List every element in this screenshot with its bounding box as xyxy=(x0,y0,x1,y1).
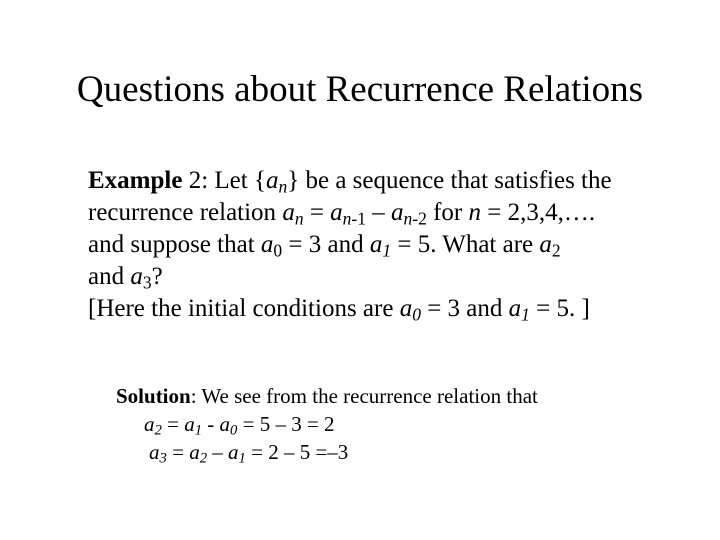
relation-lhs-sub: n xyxy=(294,208,304,229)
a0-var: a xyxy=(260,231,274,258)
relation-lhs-var: a xyxy=(282,199,295,226)
a2-var: a xyxy=(539,231,552,258)
example-line-2-start: recurrence relation xyxy=(88,199,283,226)
relation-minus: – xyxy=(366,199,391,226)
slide-title: Questions about Recurrence Relations xyxy=(76,69,644,110)
example-line-1-rest: } be a sequence that satisfies the xyxy=(287,167,612,194)
example-line-4 xyxy=(88,261,698,293)
eq2-term1-sub: 2 xyxy=(199,450,208,467)
ic0-value: = 3 and xyxy=(420,295,509,322)
solution-equation-a3 xyxy=(116,438,676,466)
eq1-result: = 5 – 3 = 2 xyxy=(237,412,335,436)
solution-block xyxy=(116,382,676,466)
eq1-term2-var: a xyxy=(219,412,231,436)
solution-label: Solution xyxy=(116,384,191,408)
sequence-sub: n xyxy=(278,176,288,197)
a1-sub: 1 xyxy=(382,240,392,261)
ic1-sub: 1 xyxy=(521,304,530,325)
eq2-operator: – xyxy=(207,440,229,464)
ic0-sub: 0 xyxy=(412,304,421,325)
example-line-3 xyxy=(88,229,698,261)
eq2-term2-sub: 1 xyxy=(238,450,246,467)
example-line-5-start: [Here the initial conditions are xyxy=(88,295,400,322)
a0-value: = 3 and xyxy=(282,231,370,258)
eq1-term2-sub: 0 xyxy=(230,422,238,439)
eq1-equals: = xyxy=(161,412,185,436)
eq2-term2-var: a xyxy=(228,440,239,464)
eq2-term1-var: a xyxy=(189,440,200,464)
solution-equation-a2 xyxy=(116,410,676,438)
eq2-lhs-sub: 3 xyxy=(159,450,167,467)
example-line-4-start: and xyxy=(88,263,131,290)
ic1-var: a xyxy=(508,295,522,322)
example-line-4-end: ? xyxy=(151,263,163,290)
ic1-value: = 5. ] xyxy=(529,295,590,322)
example-line-3-start: and suppose that xyxy=(88,231,261,258)
example-block xyxy=(88,165,698,325)
relation-term2-sub-offset: -2 xyxy=(412,208,427,229)
example-line-5 xyxy=(88,293,698,325)
sequence-var: a xyxy=(265,167,279,194)
example-label: Example xyxy=(88,167,183,194)
eq1-lhs-sub: 2 xyxy=(154,422,162,439)
eq1-operator: - xyxy=(202,412,220,436)
relation-term2-var: a xyxy=(391,199,404,226)
example-line-1 xyxy=(88,165,698,197)
solution-intro: : We see from the recurrence relation that xyxy=(190,384,538,408)
relation-n: n xyxy=(468,199,481,226)
a3-var: a xyxy=(130,263,143,290)
relation-range: = 2,3,4,…. xyxy=(480,199,596,226)
relation-term1-sub-offset: -1 xyxy=(351,208,366,229)
ic0-var: a xyxy=(399,295,413,322)
relation-equals: = xyxy=(303,199,331,226)
a1-value: = 5. What are xyxy=(391,231,540,258)
eq2-lhs-var: a xyxy=(149,440,160,464)
relation-term1-var: a xyxy=(330,199,343,226)
eq1-term1-var: a xyxy=(184,412,195,436)
a0-sub: 0 xyxy=(273,240,283,261)
relation-term1-sub: n xyxy=(342,208,352,229)
a1-var: a xyxy=(369,231,383,258)
example-line-2 xyxy=(88,197,698,229)
a2-sub: 2 xyxy=(551,240,561,261)
solution-intro-line xyxy=(116,382,676,410)
relation-term2-sub: n xyxy=(403,208,413,229)
eq2-result: = 2 – 5 =–3 xyxy=(245,440,349,464)
relation-for: for xyxy=(426,199,469,226)
eq1-term1-sub: 1 xyxy=(194,422,203,439)
eq2-equals: = xyxy=(166,440,190,464)
a3-sub: 3 xyxy=(142,272,152,293)
eq1-lhs-var: a xyxy=(144,412,155,436)
example-number: 2: Let { xyxy=(188,167,266,194)
